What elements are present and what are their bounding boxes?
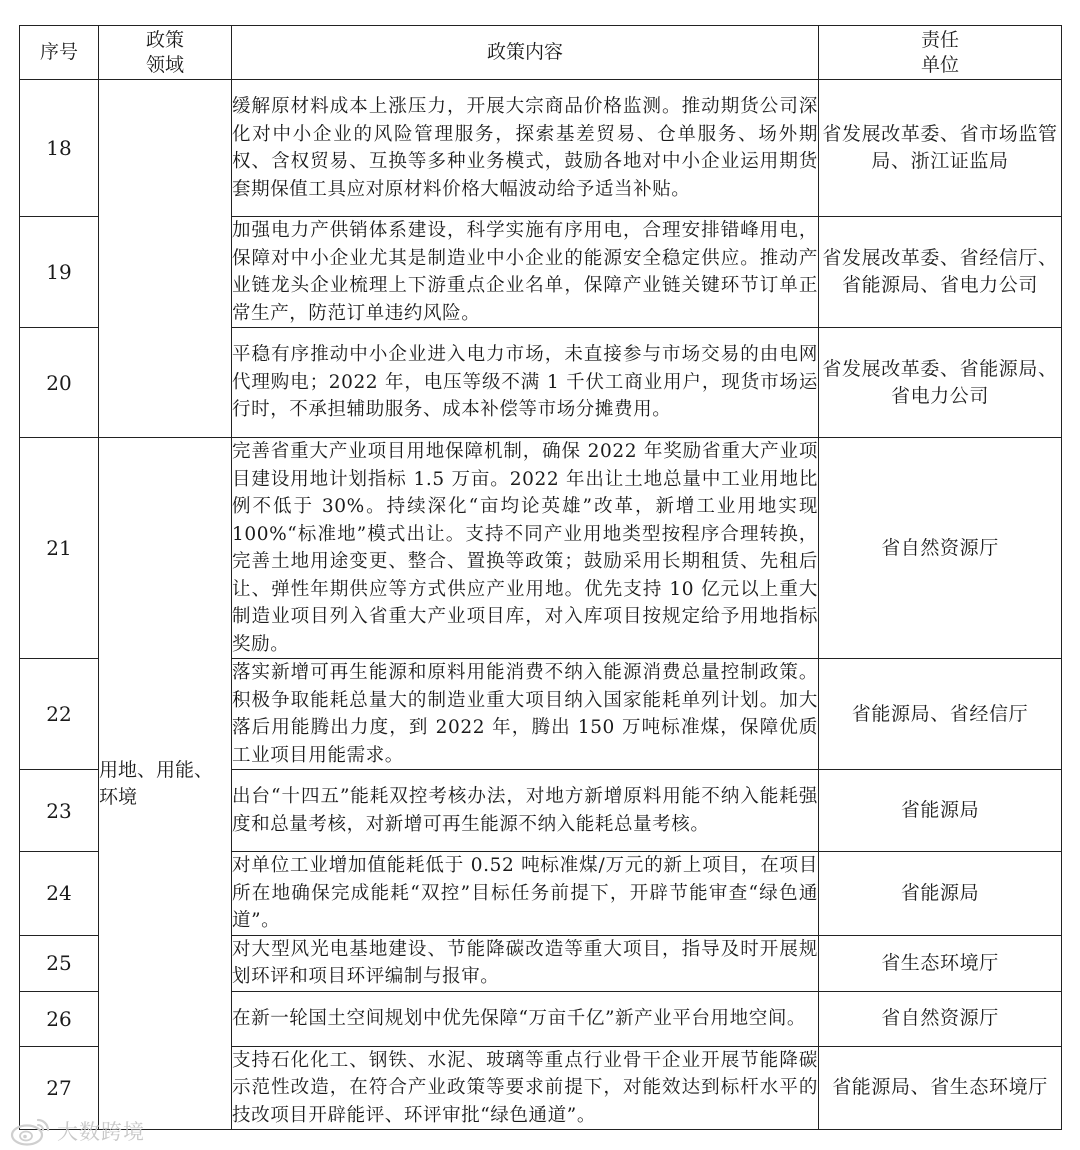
row-number: 27 (20, 1046, 99, 1130)
header-unit: 责任 单位 (819, 26, 1062, 80)
table-row (20, 438, 1062, 659)
header-domain: 政策 领域 (99, 26, 232, 80)
row-number: 26 (20, 991, 99, 1046)
policy-content: 平稳有序推动中小企业进入电力市场，未直接参与市场交易的由电网代理购电；2022 年，电压等级不满 1 千伏工商业用户，现货市场运行时，不承担辅助服务、成本补偿等市场分摊费用。 (232, 328, 819, 438)
policy-content: 对大型风光电基地建设、节能降碳改造等重大项目，指导及时开展规划环评和项目环评编制与报审。 (232, 935, 819, 991)
row-number: 21 (20, 438, 99, 659)
row-number: 22 (20, 659, 99, 770)
policy-content: 出台“十四五”能耗双控考核办法，对地方新增原料用能不纳入能耗强度和总量考核，对新增可再生能源不纳入能耗总量考核。 (232, 770, 819, 852)
responsible-unit: 省发展改革委、省经信厅、省能源局、省电力公司 (819, 217, 1062, 328)
table-header-row (20, 26, 1062, 80)
row-number: 20 (20, 328, 99, 438)
header-content: 政策内容 (232, 26, 819, 80)
weibo-icon (8, 1116, 52, 1146)
policy-content: 缓解原材料成本上涨压力，开展大宗商品价格监测。推动期货公司深化对中小企业的风险管理服务，探索基差贸易、仓单服务、场外期权、含权贸易、互换等多种业务模式，鼓励各地对中小企业运用期货套期保值工具应对原材料价格大幅波动给予适当补贴。 (232, 80, 819, 217)
responsible-unit: 省发展改革委、省市场监管局、浙江证监局 (819, 80, 1062, 217)
responsible-unit: 省能源局 (819, 852, 1062, 936)
responsible-unit: 省生态环境厅 (819, 935, 1062, 991)
watermark-text: 大数跨境 (57, 1120, 145, 1144)
responsible-unit: 省能源局、省生态环境厅 (819, 1046, 1062, 1130)
policy-table (19, 25, 1062, 1130)
header-num: 序号 (20, 26, 99, 80)
responsible-unit: 省能源局、省经信厅 (819, 659, 1062, 770)
watermark (8, 1116, 145, 1146)
row-number: 24 (20, 852, 99, 936)
responsible-unit: 省发展改革委、省能源局、省电力公司 (819, 328, 1062, 438)
policy-content: 完善省重大产业项目用地保障机制，确保 2022 年奖励省重大产业项目建设用地计划指标 1.5 万亩。2022 年出让土地总量中工业用地比例不低于 30%。持续深化“亩均论英雄”改革，新增工业用地实现 100%“标准地”模式出让。支持不同产业用地类型按程序合理转换，完善土地用途变更、整合、置换等政策；鼓励采用长期租赁、先租后让、弹性年期供应等方式供应产业用地。优先支持 10 亿元以上重大制造业项目列入省重大产业项目库，对入库项目按规定给予用地指标奖励。 (232, 438, 819, 659)
row-number: 25 (20, 935, 99, 991)
responsible-unit: 省自然资源厅 (819, 991, 1062, 1046)
policy-content: 落实新增可再生能源和原料用能消费不纳入能源消费总量控制政策。积极争取能耗总量大的制造业重大项目纳入国家能耗单列计划。加大落后用能腾出力度，到 2022 年，腾出 150 万吨标准煤，保障优质工业项目用能需求。 (232, 659, 819, 770)
policy-domain-cell: 用地、用能、环境 (99, 438, 232, 1130)
responsible-unit: 省自然资源厅 (819, 438, 1062, 659)
table-row (20, 80, 1062, 217)
policy-content: 支持石化化工、钢铁、水泥、玻璃等重点行业骨干企业开展节能降碳示范性改造，在符合产业政策等要求前提下，对能效达到标杆水平的技改项目开辟能评、环评审批“绿色通道”。 (232, 1046, 819, 1130)
responsible-unit: 省能源局 (819, 770, 1062, 852)
row-number: 23 (20, 770, 99, 852)
policy-content: 对单位工业增加值能耗低于 0.52 吨标准煤/万元的新上项目，在项目所在地确保完成能耗“双控”目标任务前提下，开辟节能审查“绿色通道”。 (232, 852, 819, 936)
row-number: 19 (20, 217, 99, 328)
policy-domain-cell (99, 80, 232, 438)
policy-content: 在新一轮国土空间规划中优先保障“万亩千亿”新产业平台用地空间。 (232, 991, 819, 1046)
row-number: 18 (20, 80, 99, 217)
policy-content: 加强电力产供销体系建设，科学实施有序用电，合理安排错峰用电，保障对中小企业尤其是制造业中小企业的能源安全稳定供应。推动产业链龙头企业梳理上下游重点企业名单，保障产业链关键环节订单正常生产，防范订单违约风险。 (232, 217, 819, 328)
